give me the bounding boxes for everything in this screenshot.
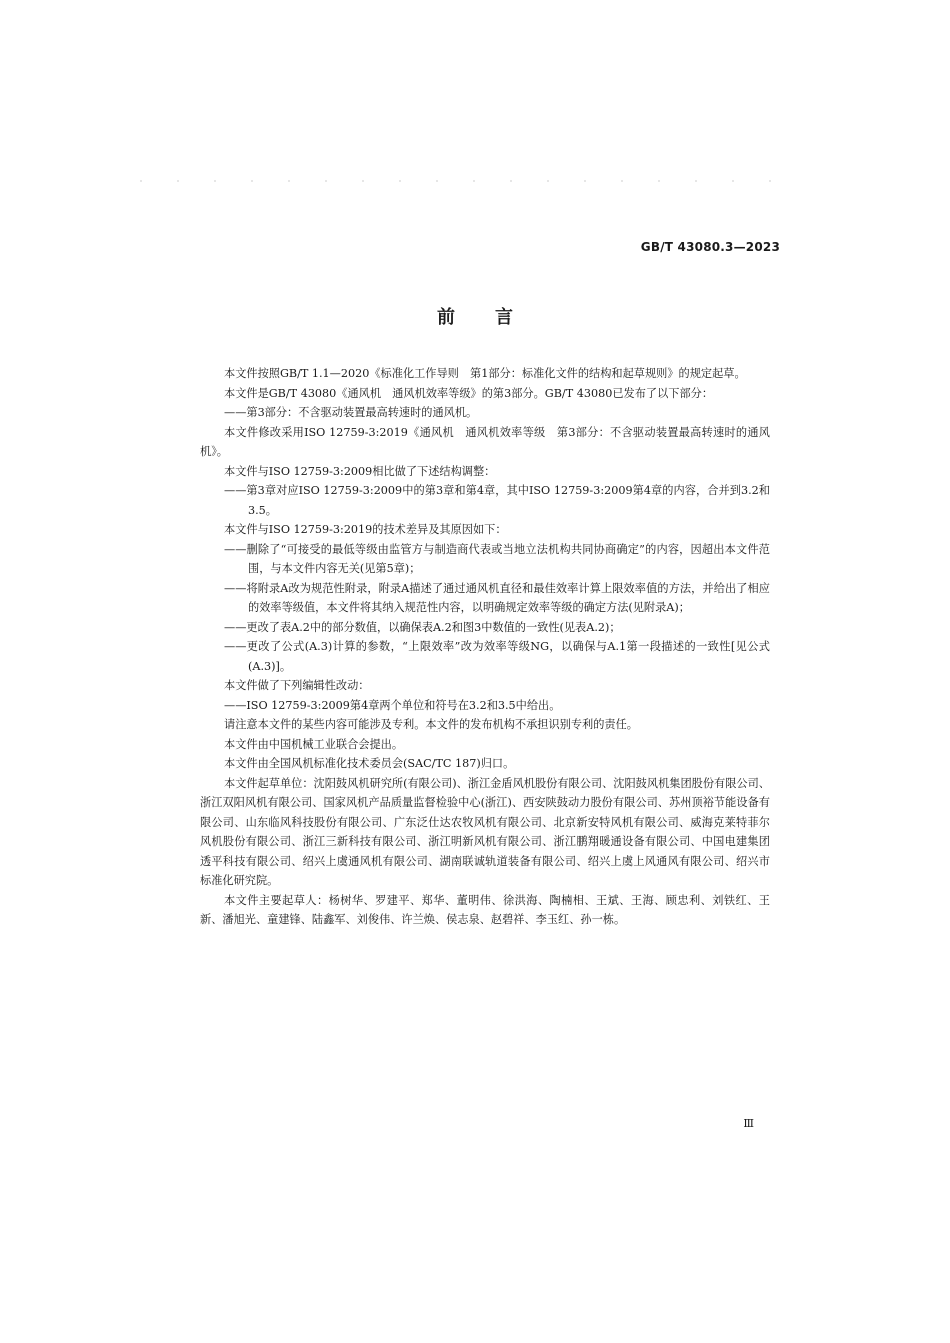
paragraph: 本文件是GB/T 43080《通风机 通风机效率等级》的第3部分。GB/T 43080已发布了以下部分： (224, 386, 714, 400)
paragraph: 本文件主要起草人：杨树华、罗建平、郑华、董明伟、徐洪海、陶楠相、王斌、王海、顾忠利、刘铁红、王新、潘旭光、童建锋、陆鑫军、刘俊伟、许兰焕、侯志泉、赵碧祥、李玉红、孙一栋。 (200, 893, 770, 926)
list-item: ——更改了表A.2中的部分数值，以确保表A.2和图3中数值的一致性(见表A.2)； (224, 620, 621, 634)
list-item: ——ISO 12759-3:2009第4章两个单位和符号在3.2和3.5中给出。 (224, 698, 561, 712)
list-item: ——删除了“可接受的最低等级由监管方与制造商代表或当地立法机构共同协商确定”的内容，因超出本文件范围，与本文件内容无关(见第5章)； (224, 542, 770, 575)
paragraph: 本文件与ISO 12759-3:2009相比做了下述结构调整： (224, 464, 496, 478)
paragraph: 本文件由全国风机标准化技术委员会(SAC/TC 187)归口。 (224, 757, 515, 770)
paragraph: 请注意本文件的某些内容可能涉及专利。本文件的发布机构不承担识别专利的责任。 (224, 718, 638, 731)
page-number: Ⅲ (743, 1117, 754, 1130)
paragraph: 本文件与ISO 12759-3:2019的技术差异及其原因如下： (224, 523, 507, 536)
paragraph: 本文件做了下列编辑性改动： (224, 679, 370, 692)
list-item: ——将附录A改为规范性附录，附录A描述了通过通风机直径和最佳效率计算上限效率值的方法，并给出了相应的效率等级值，本文件将其纳入规范性内容，以明确规定效率等级的确定方法(见附录A)； (224, 581, 770, 614)
paragraph: 本文件由中国机械工业联合会提出。 (224, 737, 404, 751)
document-body (200, 364, 770, 930)
list-item: ——更改了公式(A.3)计算的参数，“上限效率”改为效率等级NG，以确保与A.1第一段描述的一致性[见公式(A.3)]。 (224, 640, 770, 673)
standard-code: GB/T 43080.3—2023 (640, 240, 780, 254)
list-item: ——第3部分：不含驱动装置最高转速时的通风机。 (224, 406, 478, 419)
paragraph: 本文件修改采用ISO 12759-3:2019《通风机 通风机效率等级 第3部分：不含驱动装置最高转速时的通风机》。 (200, 425, 770, 458)
scan-artifact (140, 180, 800, 182)
paragraph: 本文件按照GB/T 1.1—2020《标准化工作导则 第1部分：标准化文件的结构和起草规则》的规定起草。 (224, 367, 746, 380)
list-item: ——第3章对应ISO 12759-3:2009中的第3章和第4章，其中ISO 12759-3:2009第4章的内容，合并到3.2和3.5。 (224, 484, 770, 517)
paragraph: 本文件起草单位：沈阳鼓风机研究所(有限公司)、浙江金盾风机股份有限公司、沈阳鼓风机集团股份有限公司、浙江双阳风机有限公司、国家风机产品质量监督检验中心(浙江)、西安陕鼓动力股份有限公司、苏州顶裕节能设备有限公司、山东临风科技股份有限公司、广东泛仕达农牧风机有限公司、北京新安特风机有限公司、威海克莱特菲尔风机股份有限公司、浙江三新科技有限公司、浙江明新风机有限公司、浙江鹏翔暖通设备有限公司、中国电建集团透平科技有限公司、绍兴上虞通风机有限公司、湖南联诚轨道装备有限公司、绍兴上虞上风通风有限公司、绍兴市标准化研究院。 (200, 776, 770, 887)
page-title: 前言 (437, 307, 553, 328)
